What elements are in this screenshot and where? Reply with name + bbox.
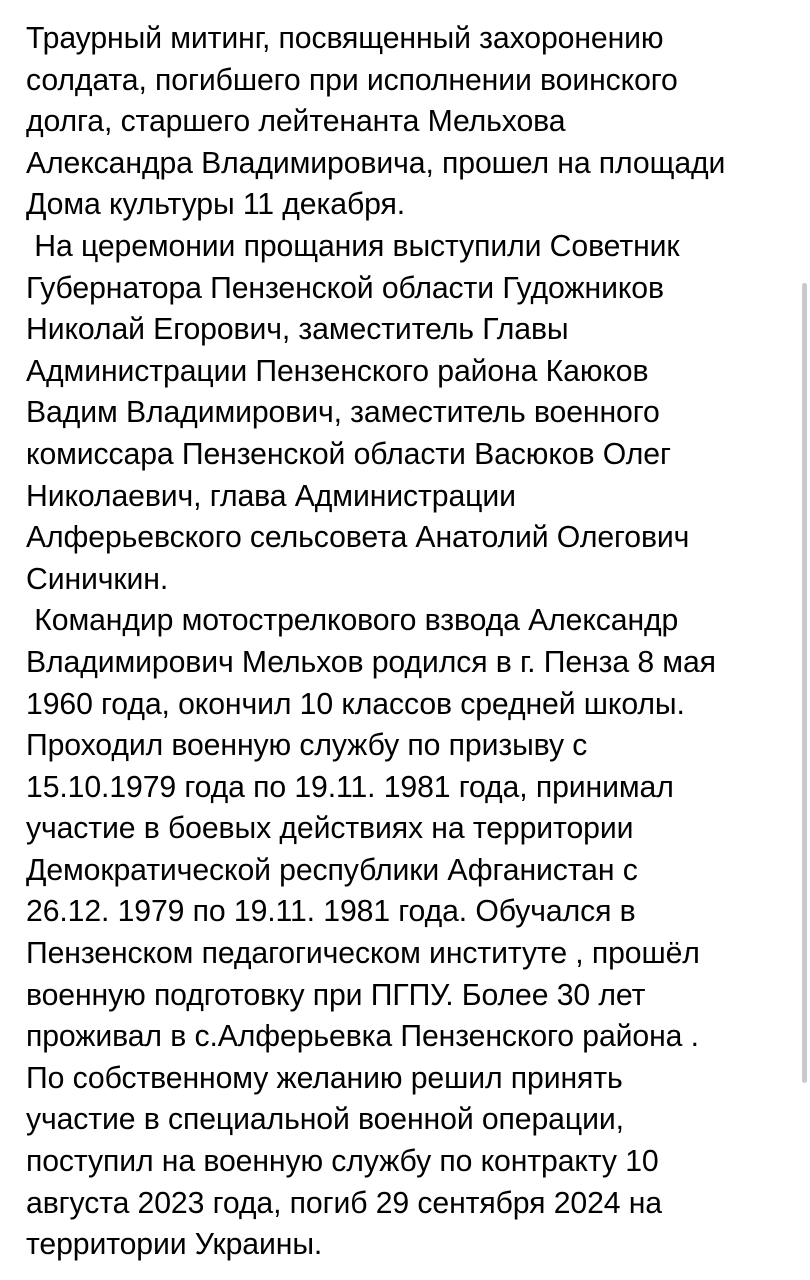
text-line: 1960 года, окончил 10 классов средней школы.: [26, 687, 685, 721]
text-line: Алферьевского сельсовета Анатолий Олегович: [26, 521, 690, 555]
text-line: солдата, погибшего при исполнении воинского: [26, 63, 678, 97]
text-line: комиссара Пензенской области Васюков Олег: [26, 437, 671, 471]
text-line: Владимирович Мельхов родился в г. Пенза 8 мая: [26, 645, 716, 679]
text-line: поступил на военную службу по контракту 10: [26, 1145, 659, 1179]
scrollbar[interactable]: [802, 283, 807, 1083]
text-line: Траурный митинг, посвященный захоронению: [26, 22, 664, 55]
text-line: территории Украины.: [26, 1228, 323, 1262]
text-line: По собственному желанию решил принять: [26, 1061, 623, 1095]
text-line: долга, старшего лейтенанта Мельхова: [26, 105, 566, 139]
text-line: августа 2023 года, погиб 29 сентября 2024 на: [26, 1186, 662, 1220]
text-line: Администрации Пензенского района Каюков: [26, 354, 649, 388]
text-line: Вадим Владимирович, заместитель военного: [26, 396, 660, 430]
text-line: Дома культуры 11 декабря.: [26, 188, 406, 222]
text-line: Синичкин.: [26, 562, 169, 596]
text-line: Александра Владимировича, прошел на площади: [26, 146, 726, 180]
text-line: Пензенском педагогическом институте , прошёл: [26, 937, 700, 971]
text-line: Командир мотострелкового взвода Александр: [26, 604, 679, 638]
text-line: Николай Егорович, заместитель Главы: [26, 313, 569, 347]
text-line: Проходил военную службу по призыву с: [26, 729, 588, 763]
text-line: На церемонии прощания выступили Советник: [26, 229, 680, 263]
text-line: 15.10.1979 года по 19.11. 1981 года, принимал: [26, 770, 674, 804]
cut-off-next-line: [26, 1266, 326, 1280]
text-line: Николаевич, глава Администрации: [26, 479, 516, 513]
text-line: 26.12. 1979 по 19.11. 1981 года. Обучался в: [26, 895, 636, 929]
text-line: участие в боевых действиях на территории: [26, 812, 634, 846]
text-line: Демократической республики Афганистан с: [26, 853, 638, 887]
post-text: [26, 18, 796, 1266]
text-line: военную подготовку при ПГПУ. Более 30 лет: [26, 978, 646, 1012]
text-line: проживал в с.Алферьевка Пензенского района .: [26, 1020, 699, 1054]
text-line: Губернатора Пензенской области Гудожников: [26, 271, 664, 305]
text-line: участие в специальной военной операции,: [26, 1103, 624, 1137]
